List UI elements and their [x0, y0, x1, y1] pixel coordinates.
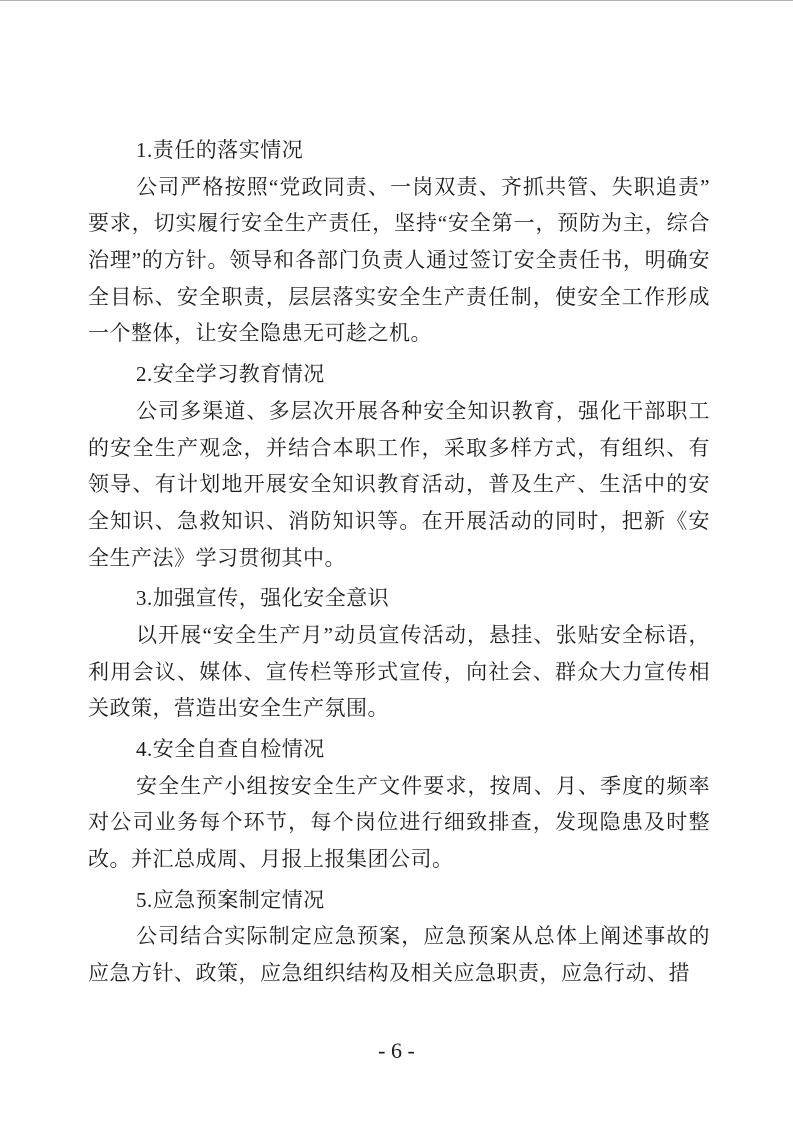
- body-text-line: 公司结合实际制定应急预案，应急预案从总体上阐述事故的: [136, 924, 710, 949]
- body-text-line: 全知识、急救知识、消防知识等。在开展活动的同时，把新《安: [88, 508, 710, 533]
- body-text-line: 领导、有计划地开展安全知识教育活动，普及生产、生活中的安: [88, 472, 710, 497]
- body-text-line: 对公司业务每个环节，每个岗位进行细致排查，发现隐患及时整: [88, 810, 710, 835]
- body-text-line: 安全生产小组按安全生产文件要求，按周、月、季度的频率: [136, 773, 710, 798]
- body-text-line: 全目标、安全职责，层层落实安全生产责任制，使安全工作形成: [88, 284, 710, 309]
- body-text-line: 治理”的方针。领导和各部门负责人通过签订安全责任书，明确安: [88, 248, 710, 273]
- body-text-line: 关政策，营造出安全生产氛围。: [88, 696, 389, 721]
- body-text-line: 全生产法》学习贯彻其中。: [88, 545, 346, 570]
- section-heading: 3.加强宣传，强化安全意识: [136, 586, 390, 611]
- page-top-edge: [0, 0, 793, 1]
- body-text-line: 应急方针、政策，应急组织结构及相关应急职责，应急行动、措: [88, 961, 690, 986]
- section-heading: 1.责任的落实情况: [136, 138, 304, 162]
- page-number: - 6 -: [378, 1038, 415, 1063]
- body-text-line: 一个整体，让安全隐患无可趁之机。: [88, 321, 432, 346]
- body-text-line: 公司严格按照“党政同责、一岗双责、齐抓共管、失职追责”: [136, 174, 710, 199]
- body-text-line: 以开展“安全生产月”动员宣传活动，悬挂、张贴安全标语，: [136, 622, 710, 647]
- document-body: [88, 132, 710, 992]
- body-text-line: 公司多渠道、多层次开展各种安全知识教育，强化干部职工: [136, 398, 710, 423]
- section-heading: 2.安全学习教育情况: [136, 362, 325, 387]
- body-text-line: 利用会议、媒体、宣传栏等形式宣传，向社会、群众大力宣传相: [88, 659, 710, 684]
- section-heading: 4.安全自查自检情况: [136, 737, 325, 761]
- body-text-line: 要求，切实履行安全生产责任，坚持“安全第一，预防为主，综合: [88, 211, 710, 236]
- section-heading: 5.应急预案制定情况: [136, 887, 325, 912]
- body-text-line: 的安全生产观念，并结合本职工作，采取多样方式，有组织、有: [88, 435, 710, 460]
- body-text-line: 改。并汇总成周、月报上报集团公司。: [88, 847, 454, 872]
